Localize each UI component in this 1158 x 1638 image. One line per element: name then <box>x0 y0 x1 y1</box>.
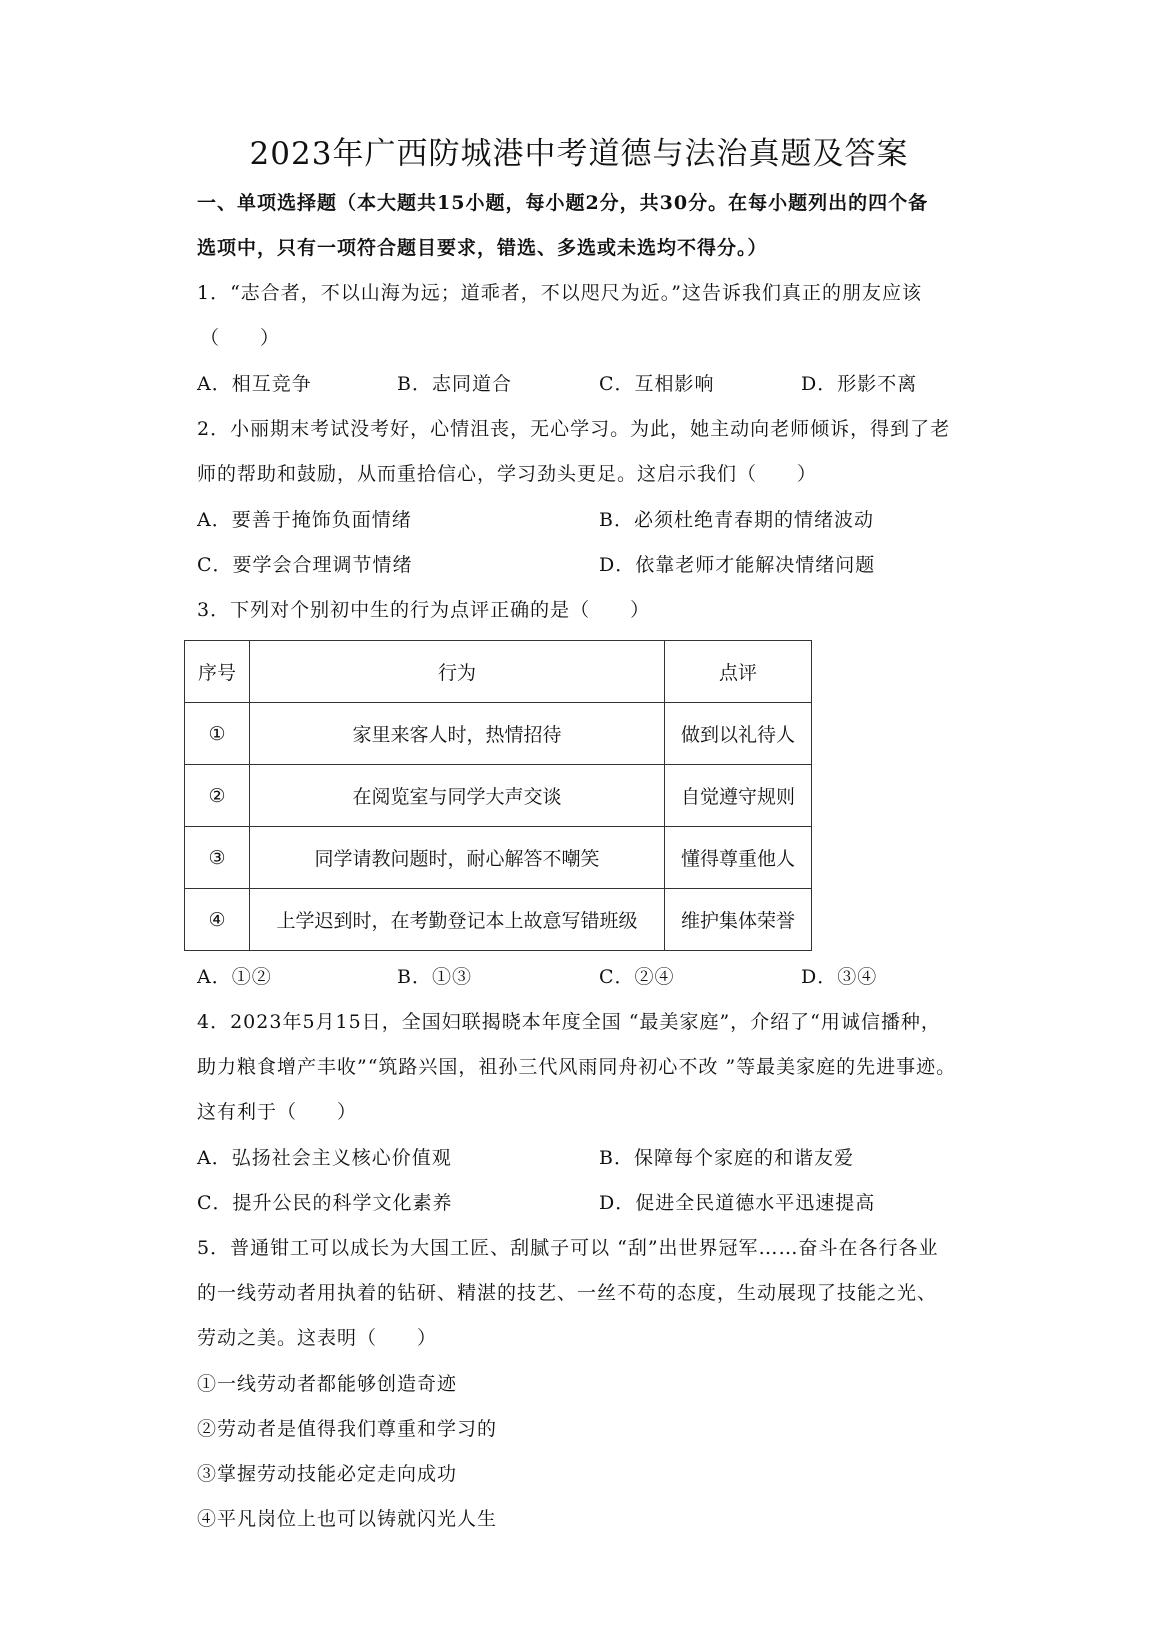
row-behavior: 上学迟到时，在考勤登记本上故意写错班级 <box>250 889 665 951</box>
q4-option-c[interactable]: C．提升公民的科学文化素养 <box>197 1192 453 1214</box>
section-heading-line2: 选项中，只有一项符合题目要求，错选、多选或未选均不得分。） <box>197 237 768 259</box>
q5-stem-line2: 的一线劳动者用执着的钻研、精湛的技艺、一丝不苟的态度，生动展现了技能之光、 <box>197 1282 938 1304</box>
q4-option-a[interactable]: A．弘扬社会主义核心价值观 <box>197 1147 452 1169</box>
section-heading-line1: 一、单项选择题（本大题共15小题，每小题2分，共30分。在每小题列出的四个备 <box>197 192 929 214</box>
row-index: ② <box>185 765 250 827</box>
q2-option-a[interactable]: A．要善于掩饰负面情绪 <box>197 509 412 531</box>
q5-stem-line3: 劳动之美。这表明（ ） <box>197 1327 438 1349</box>
q3-option-b[interactable]: B．①③ <box>397 966 472 988</box>
q2-options-row1 <box>197 505 1097 535</box>
row-index: ③ <box>185 827 250 889</box>
q2-option-c[interactable]: C．要学会合理调节情绪 <box>197 554 413 576</box>
table-row <box>185 827 812 889</box>
q1-options <box>197 369 1097 399</box>
q3-stem: 3．下列对个别初中生的行为点评正确的是（ ） <box>197 599 651 621</box>
header-cell-comment: 点评 <box>665 641 812 703</box>
q1-option-d[interactable]: D．形影不离 <box>801 373 918 395</box>
row-index: ④ <box>185 889 250 951</box>
q5-statement: ④平凡岗位上也可以铸就闪光人生 <box>197 1508 498 1530</box>
row-comment: 做到以礼待人 <box>665 703 812 765</box>
row-comment: 维护集体荣誉 <box>665 889 812 951</box>
q4-stem-line3: 这有利于（ ） <box>197 1101 358 1123</box>
q5-statement: ②劳动者是值得我们尊重和学习的 <box>197 1418 498 1440</box>
q5-statement: ③掌握劳动技能必定走向成功 <box>197 1463 458 1485</box>
q5-stem-line1: 5．普通钳工可以成长为大国工匠、刮腻子可以 “刮”出世界冠军……奋斗在各行各业 <box>197 1237 939 1259</box>
q1-option-a[interactable]: A．相互竞争 <box>197 373 312 395</box>
row-behavior: 在阅览室与同学大声交谈 <box>250 765 665 827</box>
page-title: 2023年广西防城港中考道德与法治真题及答案 <box>249 136 909 172</box>
q1-stem-line1: 1．“志合者，不以山海为远；道乖者，不以咫尺为近。”这告诉我们真正的朋友应该 <box>197 282 923 304</box>
header-cell-index: 序号 <box>185 641 250 703</box>
table-row <box>185 889 812 951</box>
q2-options-row2 <box>197 550 1097 580</box>
q3-table <box>184 640 812 951</box>
q1-stem-line2: （ ） <box>200 327 281 349</box>
table-row <box>185 703 812 765</box>
q1-option-c[interactable]: C．互相影响 <box>599 373 715 395</box>
q4-stem-line1: 4．2023年5月15日，全国妇联揭晓本年度全国 “最美家庭”，介绍了“用诚信播种， <box>197 1011 941 1033</box>
q2-stem-line2: 师的帮助和鼓励，从而重拾信心，学习劲头更足。这启示我们（ ） <box>197 463 818 485</box>
header-cell-behavior: 行为 <box>250 641 665 703</box>
q3-option-c[interactable]: C．②④ <box>599 966 675 988</box>
q4-option-d[interactable]: D．促进全民道德水平迅速提高 <box>599 1192 876 1214</box>
table-row <box>185 765 812 827</box>
row-behavior: 家里来客人时，热情招待 <box>250 703 665 765</box>
q2-option-b[interactable]: B．必须杜绝青春期的情绪波动 <box>599 509 874 531</box>
table-header-row <box>185 641 812 703</box>
q4-options-row2 <box>197 1188 1097 1218</box>
row-index: ① <box>185 703 250 765</box>
q4-stem-line2: 助力粮食增产丰收”“筑路兴国，祖孙三代风雨同舟初心不改 ”等最美家庭的先进事迹。 <box>197 1056 957 1078</box>
q4-option-b[interactable]: B．保障每个家庭的和谐友爱 <box>599 1147 854 1169</box>
q2-stem-line1: 2．小丽期末考试没考好，心情沮丧，无心学习。为此，她主动向老师倾诉，得到了老 <box>197 418 951 440</box>
q4-options-row1 <box>197 1143 1097 1173</box>
row-behavior: 同学请教问题时，耐心解答不嘲笑 <box>250 827 665 889</box>
q3-options <box>197 962 1097 992</box>
q3-option-d[interactable]: D．③④ <box>801 966 878 988</box>
row-comment: 自觉遵守规则 <box>665 765 812 827</box>
row-comment: 懂得尊重他人 <box>665 827 812 889</box>
q5-statement: ①一线劳动者都能够创造奇迹 <box>197 1373 458 1395</box>
q3-option-a[interactable]: A．①② <box>197 966 272 988</box>
q1-option-b[interactable]: B．志同道合 <box>397 373 512 395</box>
q2-option-d[interactable]: D．依靠老师才能解决情绪问题 <box>599 554 876 576</box>
